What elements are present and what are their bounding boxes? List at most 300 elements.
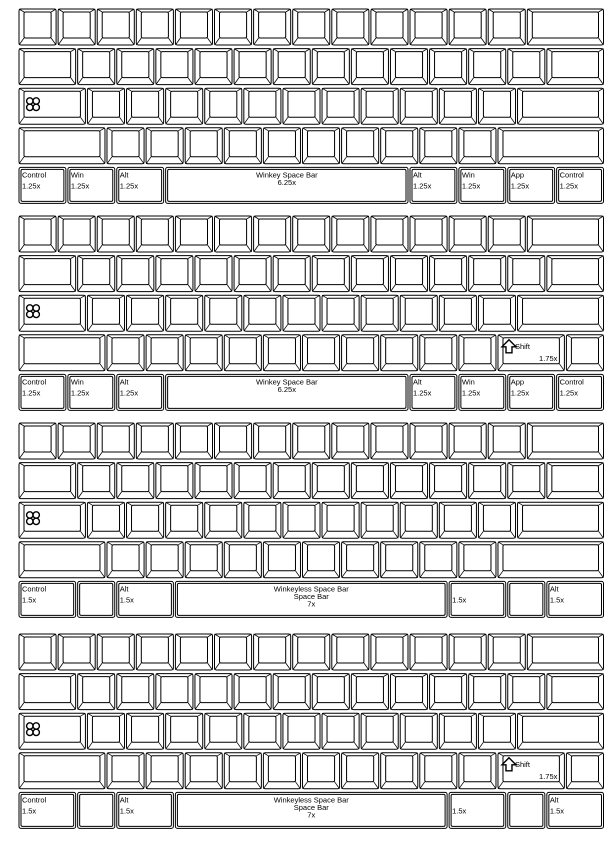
size-legend: 1.25x (559, 181, 578, 191)
keycap (322, 713, 359, 749)
keycap (449, 634, 486, 670)
keycap (381, 542, 418, 578)
keycap (459, 753, 496, 789)
keycap (547, 792, 604, 828)
spacebar-legend: Winkey Space Bar (255, 170, 318, 180)
keycap (566, 335, 603, 371)
keycap (19, 581, 76, 617)
keycap (302, 128, 339, 164)
keycap (244, 295, 281, 331)
keycap (459, 167, 506, 203)
keycap (449, 216, 486, 252)
keycap (175, 634, 212, 670)
keycap (19, 753, 105, 789)
keycap (342, 542, 379, 578)
keycap (312, 463, 349, 499)
keycap (185, 335, 222, 371)
keycap (58, 9, 95, 45)
keycap (19, 502, 85, 538)
keycap (351, 463, 388, 499)
keycap (283, 295, 320, 331)
keycap (322, 502, 359, 538)
keycap (508, 256, 545, 292)
keycap (117, 792, 174, 828)
size-legend: 1.25x (119, 388, 139, 398)
spacebar-legend: Winkeyless Space Bar (273, 584, 349, 594)
keycap (19, 167, 66, 203)
keycap (410, 423, 447, 459)
keycap (87, 713, 124, 749)
keycap (449, 792, 506, 828)
keycap (166, 88, 203, 124)
keycap (351, 49, 388, 85)
keycap (234, 463, 271, 499)
keycap (390, 256, 427, 292)
keycap (518, 88, 604, 124)
keycap (400, 88, 437, 124)
keycap (547, 674, 604, 710)
keycap (508, 674, 545, 710)
keycap (195, 674, 232, 710)
keycap (19, 423, 56, 459)
keycap (273, 49, 310, 85)
keycap (351, 256, 388, 292)
keycap (459, 335, 496, 371)
keycap (547, 256, 604, 292)
keycap (19, 128, 105, 164)
keycap (78, 463, 115, 499)
keycap (19, 674, 76, 710)
keycap (439, 713, 476, 749)
key-legend: Control (559, 377, 584, 387)
keycap (166, 502, 203, 538)
keycap (166, 295, 203, 331)
keycap (205, 295, 242, 331)
keycap (439, 88, 476, 124)
key-legend: Alt (413, 170, 422, 180)
keycap (136, 634, 173, 670)
size-legend: 1.5x (22, 595, 37, 605)
keycap (400, 295, 437, 331)
keycap (478, 88, 515, 124)
keycap (381, 753, 418, 789)
keycap (459, 542, 496, 578)
keycap (371, 634, 408, 670)
keycap (185, 128, 222, 164)
keycap (478, 713, 515, 749)
keycap (508, 581, 545, 617)
keycap (215, 216, 252, 252)
size-legend: 1.25x (413, 388, 432, 398)
keycap (215, 634, 252, 670)
keycap (117, 674, 154, 710)
keycap (234, 49, 271, 85)
size-legend: 1.75x (539, 353, 558, 363)
keycap (459, 128, 496, 164)
keycap (439, 295, 476, 331)
keycap (498, 542, 604, 578)
keycap (312, 49, 349, 85)
keycap (371, 423, 408, 459)
keycap (293, 423, 330, 459)
keycap (175, 216, 212, 252)
size-legend: 1.25x (70, 388, 90, 398)
key-legend: Control (559, 170, 584, 180)
keycap (488, 634, 525, 670)
keycap (107, 128, 144, 164)
keycap (478, 502, 515, 538)
size-legend: 1.5x (119, 595, 134, 605)
keycap (19, 88, 85, 124)
keycap (19, 713, 85, 749)
keycap (381, 335, 418, 371)
keycap (58, 634, 95, 670)
keycap (166, 167, 408, 203)
spacebar-legend: 7x (307, 599, 316, 609)
keycap (224, 542, 261, 578)
size-legend: 1.25x (70, 181, 90, 191)
keycap (361, 502, 398, 538)
keycap (234, 674, 271, 710)
keycap (410, 634, 447, 670)
shift-legend: Shift (514, 759, 530, 769)
keycap (293, 216, 330, 252)
keycap (488, 423, 525, 459)
size-legend: 1.5x (549, 595, 565, 605)
keycap (224, 753, 261, 789)
keycap (136, 9, 173, 45)
size-legend: 1.25x (510, 388, 530, 398)
keycap (293, 634, 330, 670)
keycap (117, 581, 174, 617)
keycap (351, 674, 388, 710)
key-legend: Alt (413, 377, 422, 387)
keycap (527, 634, 603, 670)
keycap (244, 713, 281, 749)
keycap (78, 256, 115, 292)
keycap (19, 49, 76, 85)
keycap (302, 542, 339, 578)
keycap (342, 128, 379, 164)
keycap (518, 295, 604, 331)
keycap (156, 463, 193, 499)
keycap (205, 713, 242, 749)
keycap (195, 463, 232, 499)
keycap (449, 581, 506, 617)
keycap (146, 753, 183, 789)
keycap (19, 542, 105, 578)
key-legend: Win (461, 170, 475, 180)
size-legend: 1.5x (119, 806, 134, 816)
keycap (508, 792, 545, 828)
keycap (117, 374, 164, 410)
keycap (439, 502, 476, 538)
keycap (420, 335, 457, 371)
keycap (312, 674, 349, 710)
keycap (527, 216, 603, 252)
key-legend: Alt (549, 795, 559, 805)
keycap (78, 581, 115, 617)
keycap (175, 581, 447, 617)
keycap (166, 374, 408, 410)
keycap (547, 581, 604, 617)
keycap (117, 167, 164, 203)
keycap (254, 216, 291, 252)
keycap (205, 88, 242, 124)
keycap (332, 423, 369, 459)
keycap (332, 216, 369, 252)
keycap (19, 335, 105, 371)
keycap (508, 463, 545, 499)
keycap (469, 49, 506, 85)
keycap (430, 256, 467, 292)
keycap (78, 674, 115, 710)
keycap (469, 463, 506, 499)
keycap (478, 295, 515, 331)
keycap (342, 335, 379, 371)
spacebar-legend: Winkeyless Space Bar (273, 795, 349, 805)
key-legend: Control (22, 377, 47, 387)
keycap (390, 463, 427, 499)
keycap (175, 792, 447, 828)
size-legend: 1.25x (461, 388, 481, 398)
keycap (97, 9, 134, 45)
keycap (361, 713, 398, 749)
keycap (302, 335, 339, 371)
keycap (19, 295, 85, 331)
key-legend: Control (22, 795, 47, 805)
keycap (263, 335, 300, 371)
keycap (78, 792, 115, 828)
key-legend: Alt (119, 584, 129, 594)
keycap (400, 713, 437, 749)
keycap (498, 128, 604, 164)
spacebar-legend: 7x (307, 810, 316, 820)
keycap (283, 713, 320, 749)
keycap (58, 423, 95, 459)
key-legend: Control (22, 170, 47, 180)
keycap (19, 216, 56, 252)
keycap (185, 542, 222, 578)
keycap (390, 49, 427, 85)
keycap (19, 374, 66, 410)
keycap (107, 753, 144, 789)
keycap (19, 463, 76, 499)
keycap (136, 216, 173, 252)
spacebar-legend: Winkey Space Bar (255, 377, 318, 387)
keycap (156, 49, 193, 85)
keycap (254, 9, 291, 45)
key-legend: Win (461, 377, 475, 387)
spacebar-legend: Space Bar (293, 591, 329, 601)
keycap (527, 423, 603, 459)
spacebar-legend: Space Bar (293, 802, 329, 812)
size-legend: 1.5x (452, 806, 467, 816)
key-legend: Alt (119, 377, 129, 387)
keycap (146, 128, 183, 164)
keycap (234, 256, 271, 292)
keycap (156, 256, 193, 292)
keycap (361, 295, 398, 331)
keycap (322, 88, 359, 124)
keycap (518, 502, 604, 538)
keycap (127, 88, 164, 124)
size-legend: 1.25x (22, 181, 41, 191)
size-legend: 1.75x (539, 771, 558, 781)
size-legend: 1.5x (549, 806, 565, 816)
keycap (557, 167, 604, 203)
keycap (488, 9, 525, 45)
key-legend: App (510, 170, 525, 180)
keycap (557, 374, 604, 410)
keycap (459, 374, 506, 410)
keycap (332, 634, 369, 670)
keycap (254, 634, 291, 670)
keycap (390, 674, 427, 710)
keycap (302, 753, 339, 789)
keycap (498, 335, 564, 371)
keycap (97, 634, 134, 670)
size-legend: 1.25x (559, 388, 578, 398)
key-legend: App (510, 377, 525, 387)
keycap (410, 216, 447, 252)
keycap (469, 256, 506, 292)
size-legend: 1.25x (461, 181, 481, 191)
keycap (195, 256, 232, 292)
keycap (420, 128, 457, 164)
keycap (449, 9, 486, 45)
keycap (469, 674, 506, 710)
keycap (19, 256, 76, 292)
keycap (205, 502, 242, 538)
keycap (97, 423, 134, 459)
keycap (488, 216, 525, 252)
keycap (400, 502, 437, 538)
key-legend: Win (70, 377, 84, 387)
keycap (254, 423, 291, 459)
keycap (273, 256, 310, 292)
keycap (166, 713, 203, 749)
keycap (371, 216, 408, 252)
keycap (19, 9, 56, 45)
keycap (97, 216, 134, 252)
keycap (342, 753, 379, 789)
keycap (68, 374, 115, 410)
keycap (175, 9, 212, 45)
keycap (87, 295, 124, 331)
spacebar-legend: 6.25x (277, 384, 296, 394)
keycap (127, 502, 164, 538)
keycap (263, 542, 300, 578)
keycap (518, 713, 604, 749)
keycap (547, 49, 604, 85)
keycap (215, 9, 252, 45)
keycap (127, 713, 164, 749)
keycap (498, 753, 564, 789)
key-legend: Win (70, 170, 84, 180)
keycap (224, 335, 261, 371)
keycap (273, 674, 310, 710)
keycap (449, 423, 486, 459)
keycap (107, 335, 144, 371)
keycap (87, 502, 124, 538)
keycap (263, 753, 300, 789)
keycap (185, 753, 222, 789)
keycap (19, 792, 76, 828)
keycap (527, 9, 603, 45)
keycap (566, 753, 603, 789)
size-legend: 1.5x (22, 806, 37, 816)
size-legend: 1.25x (22, 388, 41, 398)
spacebar-legend: 6.25x (277, 177, 296, 187)
keycap (332, 9, 369, 45)
keycap (58, 216, 95, 252)
key-legend: Control (22, 584, 47, 594)
shift-legend: Shift (514, 341, 530, 351)
keycap (19, 634, 56, 670)
keycap (410, 374, 457, 410)
keycap (224, 128, 261, 164)
keycap (215, 423, 252, 459)
keycap (273, 463, 310, 499)
keycap (127, 295, 164, 331)
keycap (117, 463, 154, 499)
keycap (361, 88, 398, 124)
keycap (156, 674, 193, 710)
key-legend: Alt (549, 584, 559, 594)
keycap (195, 49, 232, 85)
keycap (68, 167, 115, 203)
keycap (107, 542, 144, 578)
size-legend: 1.25x (413, 181, 432, 191)
keycap (136, 423, 173, 459)
keycap (244, 88, 281, 124)
keycap (430, 463, 467, 499)
keycap (87, 88, 124, 124)
keycap (293, 9, 330, 45)
key-legend: Alt (119, 795, 129, 805)
size-legend: 1.25x (510, 181, 530, 191)
keycap (430, 674, 467, 710)
keycap (322, 295, 359, 331)
keycap (410, 167, 457, 203)
keycap (146, 542, 183, 578)
keycap (283, 502, 320, 538)
keycap (381, 128, 418, 164)
keycap (117, 256, 154, 292)
keycap (371, 9, 408, 45)
keycap (420, 542, 457, 578)
key-legend: Alt (119, 170, 129, 180)
size-legend: 1.25x (119, 181, 139, 191)
keycap (117, 49, 154, 85)
size-legend: 1.5x (452, 595, 467, 605)
keycap (175, 423, 212, 459)
keycap (78, 49, 115, 85)
keycap (508, 167, 555, 203)
keycap (547, 463, 604, 499)
keycap (430, 49, 467, 85)
keycap (508, 49, 545, 85)
keycap (420, 753, 457, 789)
keycap (312, 256, 349, 292)
keycap (283, 88, 320, 124)
keycap (146, 335, 183, 371)
keycap (263, 128, 300, 164)
keycap (410, 9, 447, 45)
keycap (508, 374, 555, 410)
keycap (244, 502, 281, 538)
